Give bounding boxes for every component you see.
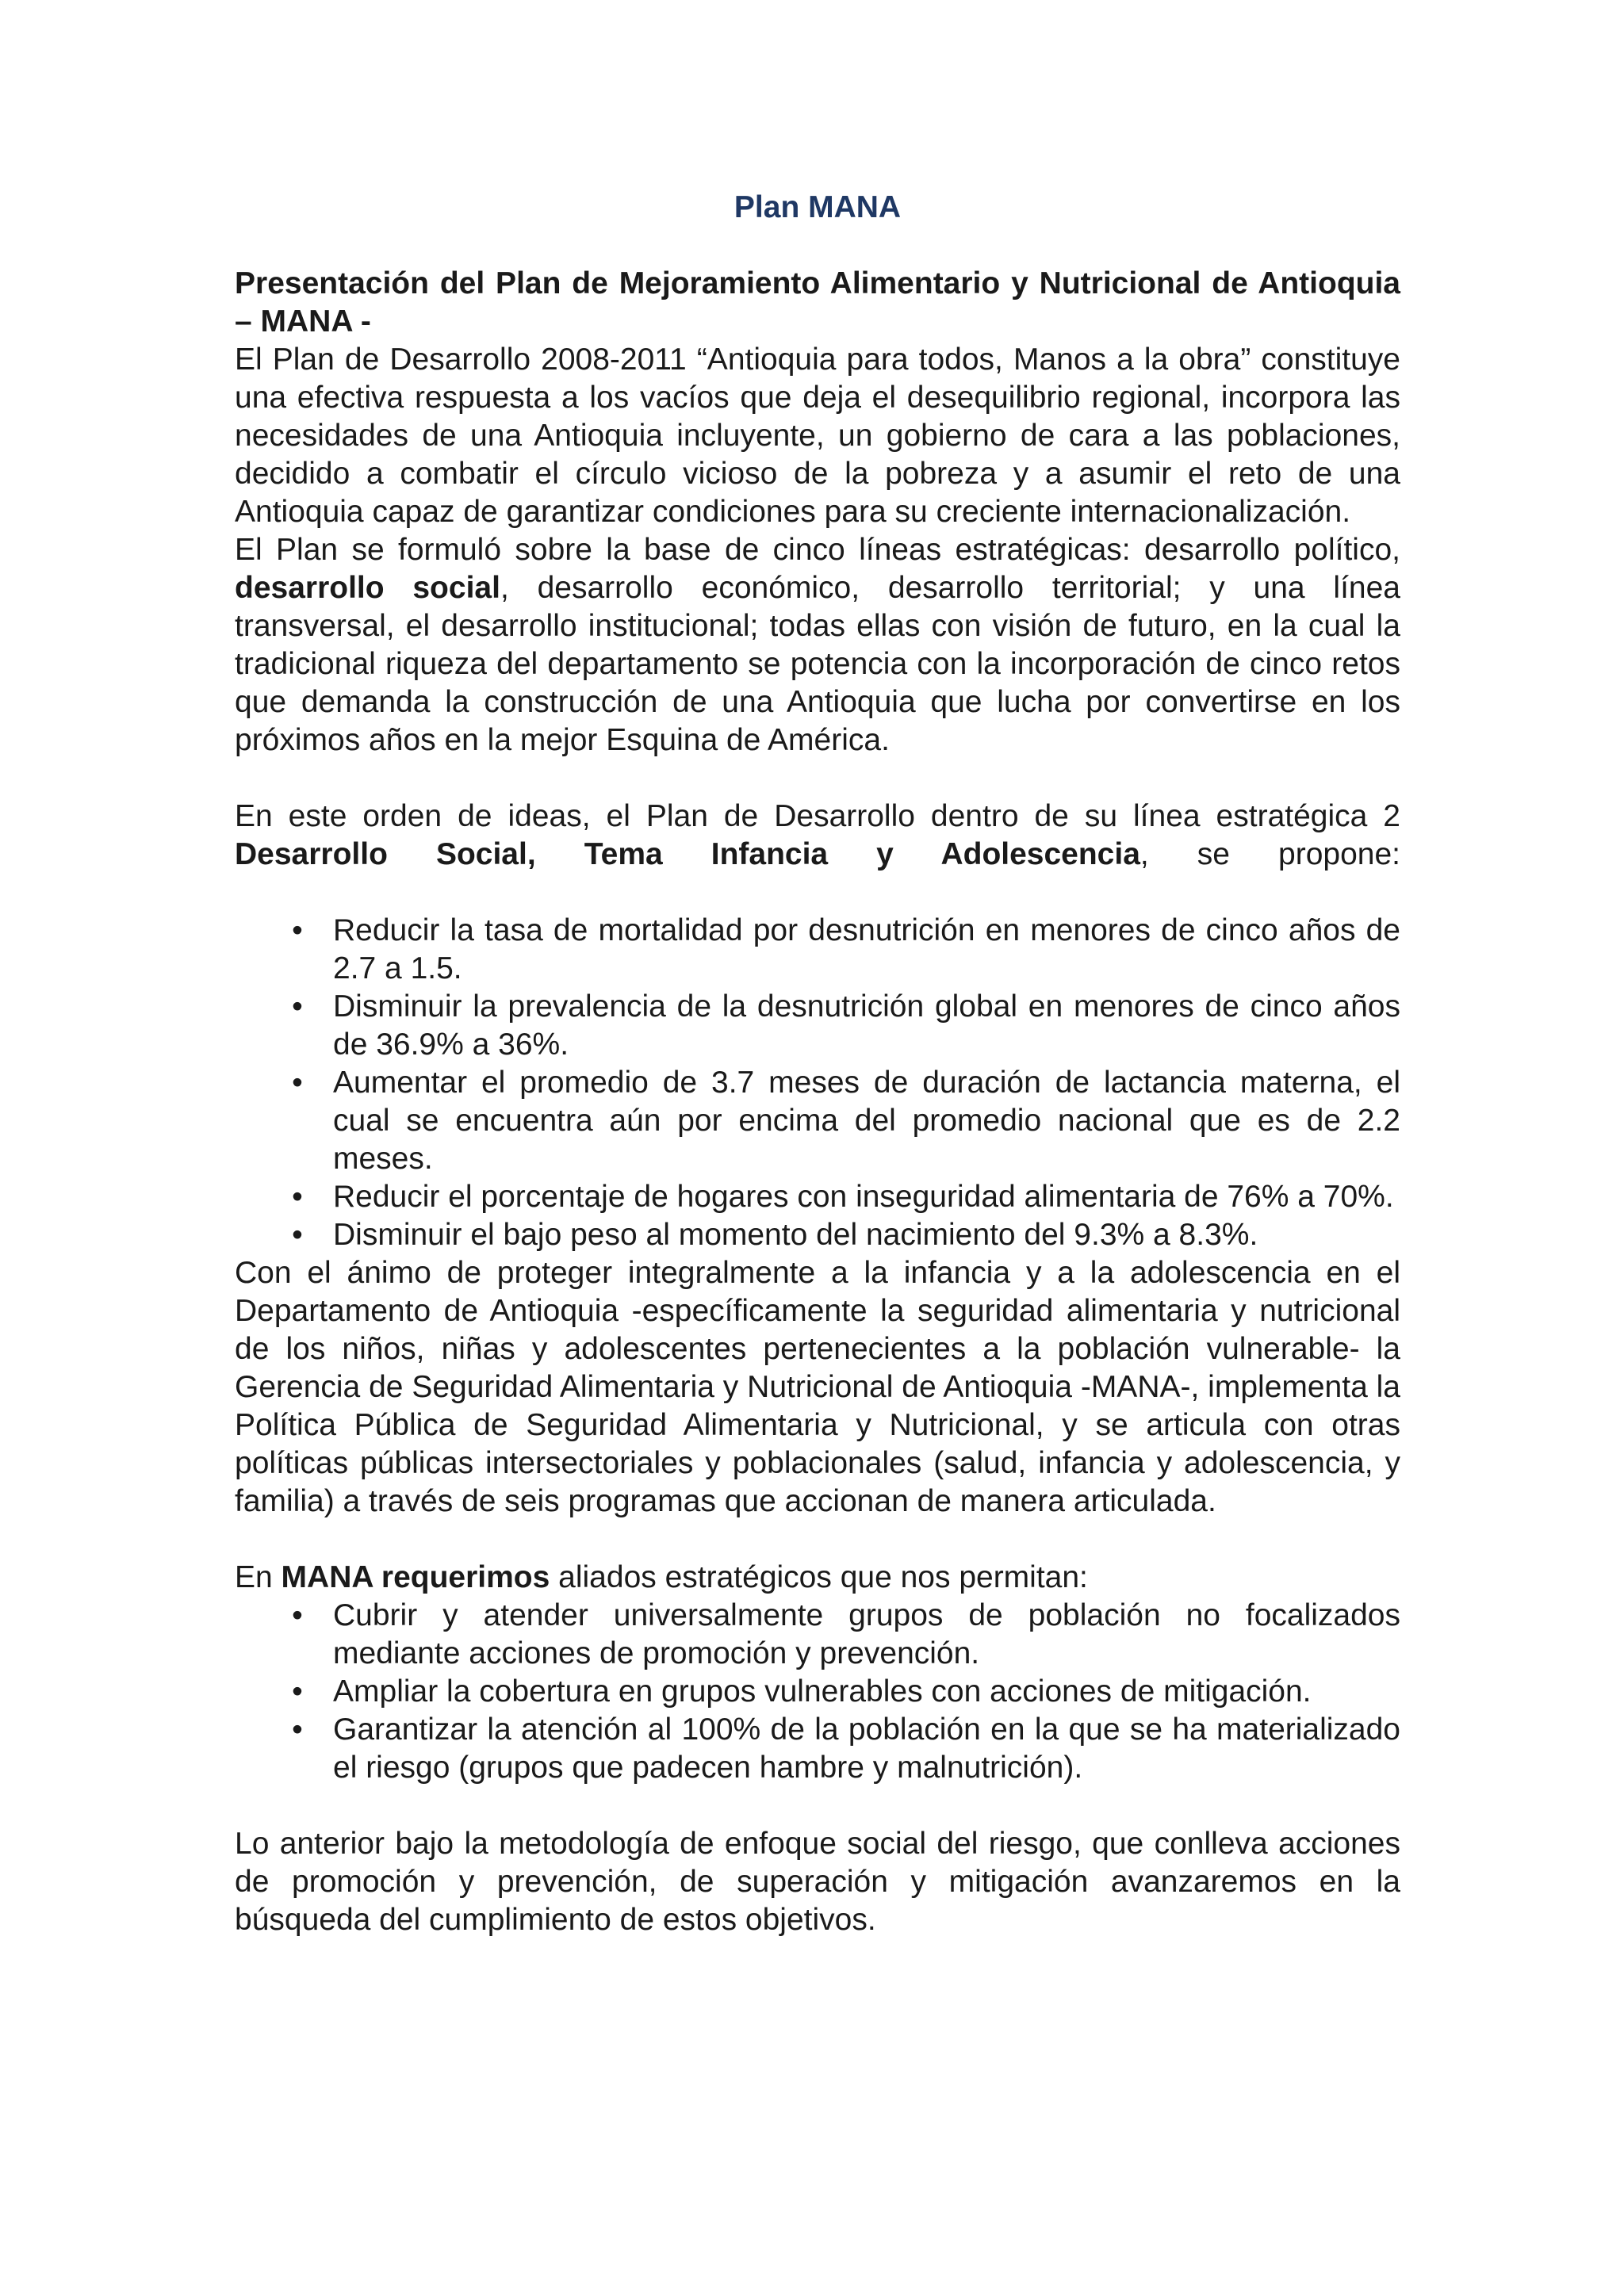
list-item [235, 1064, 1400, 1178]
list-item [235, 1178, 1400, 1216]
list-item [235, 1216, 1400, 1254]
list-item-text: Ampliar la cobertura en grupos vulnerables con acciones de mitigación. [333, 1674, 1312, 1709]
list-item [235, 912, 1400, 988]
text-run: En este orden de ideas, el Plan de Desarrollo dentro de su línea estratégica 2 [235, 799, 1400, 833]
list-item-text: Disminuir el bajo peso al momento del nacimiento del 9.3% a 8.3%. [333, 1218, 1258, 1252]
list-item-text: Aumentar el promedio de 3.7 meses de duración de lactancia materna, el cual se encuentra aún por encima del promedio nacional que es de 2.2 meses. [333, 1066, 1400, 1176]
paragraph-plan-desarrollo: El Plan de Desarrollo 2008-2011 “Antioquia para todos, Manos a la obra” constituye una efectiva respuesta a los vacíos que deja el desequilibrio regional, incorpora las necesidades de una Antioquia incluyente, un gobierno de cara a las poblaciones, decidido a combatir el círculo vicioso de la pobreza y a asumir el reto de una Antioquia capaz de garantizar condiciones para su creciente internacionalización. [235, 342, 1400, 529]
bold-text: Desarrollo Social, Tema Infancia y Adolescencia [235, 837, 1140, 871]
list-item-text: Reducir la tasa de mortalidad por desnutrición en menores de cinco años de 2.7 a 1.5. [333, 913, 1400, 985]
paragraph-orden-ideas [235, 798, 1400, 874]
paragraph-gerencia: Con el ánimo de proteger integralmente a la infancia y a la adolescencia en el Departamento de Antioquia -específicamente la seguridad alimentaria y nutricional de los niños, niñas y adolescentes pertenecientes a la población vulnerable- la Gerencia de Seguridad Alimentaria y Nutricional de Antioquia -MANA-, implementa la Política Pública de Seguridad Alimentaria y Nutricional, y se articula con otras políticas públicas intersectoriales y poblacionales (salud, infancia y adolescencia, y familia) a través de seis programas que accionan de manera articulada. [235, 1256, 1400, 1518]
bullet-icon: • [292, 989, 303, 1024]
bullet-icon: • [292, 1066, 303, 1100]
bullet-icon: • [292, 1180, 303, 1214]
paragraph-lineas-estrategicas [235, 531, 1400, 760]
paragraph-spacer [235, 760, 1400, 798]
allies-list [235, 1597, 1400, 1787]
bullet-icon: • [292, 1598, 303, 1632]
list-item-text: Disminuir la prevalencia de la desnutrición global en menores de cinco años de 36.9% a 36%. [333, 989, 1400, 1062]
text-run: , se propone: [1139, 837, 1400, 871]
bullet-icon: • [292, 913, 303, 947]
bold-text: desarrollo social [235, 571, 500, 605]
document-title: Plan MANA [733, 190, 902, 224]
document-page [235, 189, 1400, 1939]
paragraph-spacer [235, 874, 1400, 912]
text-run: En [235, 1560, 282, 1594]
list-item [235, 1711, 1400, 1787]
bullet-icon: • [292, 1712, 303, 1747]
section-heading: Presentación del Plan de Mejoramiento Alimentario y Nutricional de Antioquia – MANA - [235, 266, 1400, 339]
list-item [235, 1673, 1400, 1711]
list-item-text: Reducir el porcentaje de hogares con inseguridad alimentaria de 76% a 70%. [333, 1180, 1394, 1214]
goals-list [235, 912, 1400, 1254]
list-item [235, 1597, 1400, 1673]
text-run: , desarrollo económico, desarrollo territorial; y una línea transversal, el desarrollo institucional; todas ellas con visión de futuro, en la cual la tradicional riqueza del departamento se potencia con la incorporación de cinco retos que demanda la construcción de una Antioquia que lucha por convertirse en los próximos años en la mejor Esquina de América. [235, 571, 1400, 757]
text-run: El Plan se formuló sobre la base de cinco líneas estratégicas: desarrollo político, [235, 533, 1400, 567]
paragraph-spacer [235, 1787, 1400, 1825]
paragraph-spacer [235, 1521, 1400, 1559]
list-item-text: Garantizar la atención al 100% de la población en la que se ha materializado el riesgo (grupos que padecen hambre y malnutrición). [333, 1712, 1400, 1785]
paragraph-conclusion: Lo anterior bajo la metodología de enfoque social del riesgo, que conlleva acciones de promoción y prevención, de superación y mitigación avanzaremos en la búsqueda del cumplimiento de estos objetivos. [235, 1827, 1400, 1937]
bullet-icon: • [292, 1218, 303, 1252]
bold-text: MANA requerimos [281, 1560, 550, 1594]
bullet-icon: • [292, 1674, 303, 1709]
list-item [235, 988, 1400, 1064]
text-run: aliados estratégicos que nos permitan: [550, 1560, 1088, 1594]
paragraph-aliados [235, 1559, 1400, 1597]
list-item-text: Cubrir y atender universalmente grupos de población no focalizados mediante acciones de promoción y prevención. [333, 1598, 1400, 1670]
